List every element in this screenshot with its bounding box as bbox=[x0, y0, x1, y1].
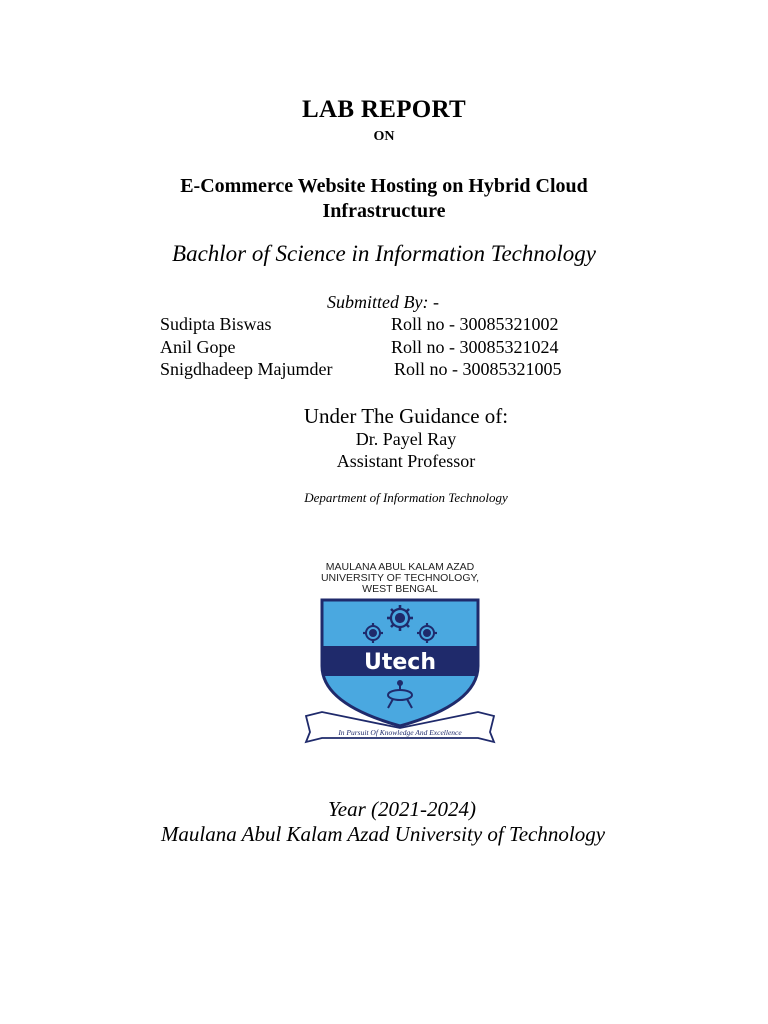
year-range: Year (2021-2024) bbox=[328, 797, 476, 821]
submitted-by-label: Submitted By: - bbox=[327, 292, 439, 312]
university-logo bbox=[300, 556, 500, 746]
motto-text: In Pursuit Of Knowledge And Excellence bbox=[338, 728, 462, 737]
logo-header-line2: UNIVERSITY OF TECHNOLOGY, bbox=[320, 572, 480, 584]
degree-name: Bachlor of Science in Information Technology bbox=[172, 241, 596, 266]
report-title: LAB REPORT bbox=[302, 96, 466, 123]
student-roll: Roll no - 30085321024 bbox=[391, 337, 559, 357]
student-name: Sudipta Biswas bbox=[160, 314, 272, 334]
student-roll: Roll no - 30085321002 bbox=[391, 314, 559, 334]
student-name: Snigdhadeep Majumder bbox=[160, 359, 333, 379]
department-name: Department of Information Technology bbox=[304, 490, 508, 505]
logo-header-line1: MAULANA ABUL KALAM AZAD bbox=[325, 561, 475, 573]
student-roll: Roll no - 30085321005 bbox=[394, 359, 562, 379]
university-name: Maulana Abul Kalam Azad University of Technology bbox=[160, 822, 606, 846]
guide-name: Dr. Payel Ray bbox=[355, 429, 457, 449]
student-name: Anil Gope bbox=[160, 337, 236, 357]
guidance-heading: Under The Guidance of: bbox=[303, 404, 509, 428]
guide-title: Assistant Professor bbox=[336, 451, 476, 471]
report-topic: E-Commerce Website Hosting on Hybrid Cloud Infrastructure bbox=[180, 175, 588, 222]
logo-brand-text: Utech bbox=[363, 650, 437, 675]
report-on-label: ON bbox=[373, 129, 395, 144]
logo-header-line3: WEST BENGAL bbox=[362, 583, 438, 595]
